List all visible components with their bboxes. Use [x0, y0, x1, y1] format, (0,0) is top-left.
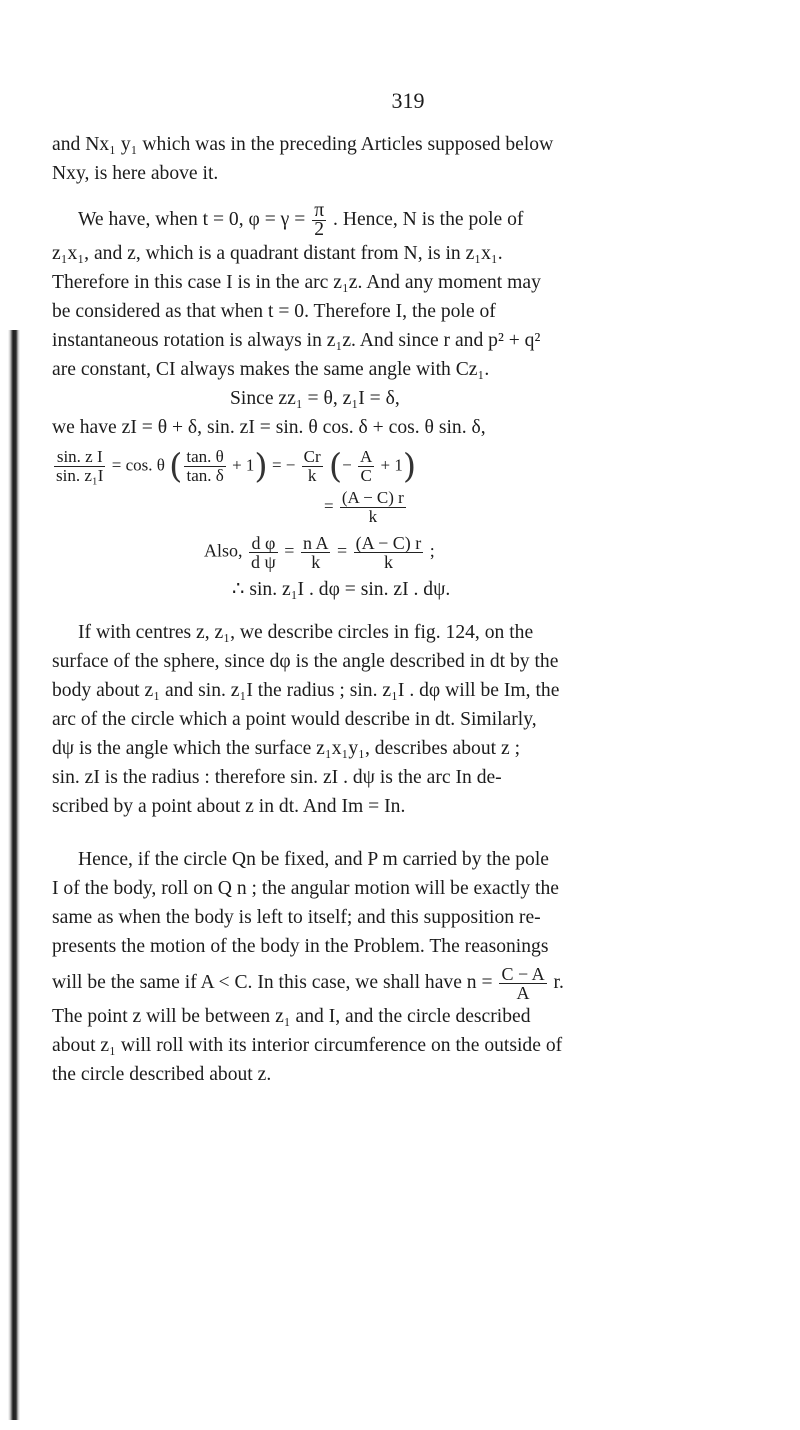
para2-line-1-a: We have, when t = 0, φ = γ =: [78, 209, 306, 230]
result-numerator: (A − C) r: [341, 488, 404, 507]
result-equals: =: [324, 496, 334, 516]
para4-line-5-a: will be the same if A < C. In this case, we shall have n =: [52, 972, 493, 993]
c-minus-a-fraction: [499, 965, 546, 1002]
dphi-numerator: d φ: [251, 533, 276, 553]
minus-sign: −: [342, 455, 352, 475]
para3-line-6: sin. zI is the radius : therefore sin. zI . dψ is the arc In de-: [52, 767, 502, 788]
para2-line-5: instantaneous rotation is always in z₁z. And since r and p² + q²: [52, 330, 541, 351]
c-minus-a-numerator: C − A: [501, 964, 545, 984]
semicolon: ;: [429, 540, 435, 561]
equals-cos-theta: = cos. θ: [111, 455, 165, 475]
equation-result: [52, 489, 764, 526]
cr-over-k-fraction: [302, 448, 323, 485]
therefore-line: ∴ sin. z₁I . dφ = sin. zI . dψ.: [232, 579, 451, 600]
cr-denominator: k: [302, 466, 323, 485]
para3-line-4: arc of the circle which a point would describe in dt. Similarly,: [52, 709, 537, 730]
para4-line-6: The point z will be between z₁ and I, and the circle described: [52, 1006, 531, 1027]
para2-line-2: z₁x₁, and z, which is a quadrant distant from N, is in z₁x₁.: [52, 243, 503, 264]
a-numerator: A: [359, 447, 373, 466]
binding-gutter-shadow: [0, 330, 20, 1420]
para4-line-4: presents the motion of the body in the Problem. The reasonings: [52, 936, 549, 957]
paragraph-2: [52, 202, 764, 384]
equals-minus: = −: [271, 455, 296, 475]
pi-numerator: π: [314, 200, 325, 221]
we-have-line: we have zI = θ + δ, sin. zI = sin. θ cos. δ + cos. θ sin. δ,: [52, 417, 486, 438]
na-over-k-fraction: [301, 534, 331, 571]
close-paren-2: ): [402, 446, 417, 487]
para2-line-4: be considered as that when t = 0. Therefore I, the pole of: [52, 301, 496, 322]
para1-line-2: Nxy, is here above it.: [52, 163, 219, 184]
also-equals-1: =: [284, 540, 295, 561]
para4-line-5: [52, 965, 764, 1002]
paragraph-4: [52, 845, 764, 1089]
plus-one-b: + 1: [380, 455, 403, 475]
para3-line-2: surface of the sphere, since dφ is the angle described in dt by the: [52, 651, 559, 672]
open-paren: (: [169, 446, 183, 487]
paragraph-3: [52, 618, 764, 821]
dphi-dpsi-fraction: [249, 534, 278, 571]
para4-line-3: same as when the body is left to itself; and this supposition re-: [52, 907, 541, 928]
ac-numerator: (A − C) r: [355, 533, 422, 553]
equation-sine-ratio: [52, 448, 764, 485]
result-fraction: [340, 489, 406, 526]
tan-ratio-numerator: tan. θ: [186, 447, 224, 466]
pi-denominator: 2: [312, 220, 326, 239]
para2-line-1-b: . Hence, N is the pole of: [333, 209, 524, 230]
page-number: 319: [391, 88, 425, 113]
c-denominator: C: [358, 466, 374, 485]
equation-also: [52, 534, 764, 571]
close-paren: ): [254, 446, 268, 487]
paragraph-1: [52, 130, 764, 188]
na-denominator: k: [301, 552, 331, 571]
also-equals-2: =: [336, 540, 348, 561]
ac-denominator: k: [354, 552, 424, 571]
also-label: Also,: [204, 540, 243, 561]
para4-line-8: the circle described about z.: [52, 1064, 272, 1085]
result-denominator: k: [340, 507, 406, 526]
page: [52, 0, 764, 1089]
sine-ratio-denominator: sin. z₁I: [56, 466, 104, 485]
para4-line-5-b: r.: [553, 972, 564, 993]
para2-line-6: are constant, CI always makes the same angle with Cz₁.: [52, 359, 490, 380]
open-paren-2: (: [328, 446, 343, 487]
na-numerator: n A: [302, 533, 329, 553]
para2-line-1: [52, 202, 764, 239]
plus-one: + 1: [232, 455, 255, 475]
dpsi-denominator: d ψ: [251, 552, 276, 572]
pi-over-two-fraction: [312, 202, 326, 239]
para4-line-7: about z₁ will roll with its interior circumference on the outside of: [52, 1035, 563, 1056]
sine-ratio-fraction: [54, 448, 105, 485]
ac-over-k-fraction: [354, 534, 424, 571]
a-over-c-fraction: [358, 448, 374, 485]
tan-ratio-fraction: [184, 448, 225, 485]
para3-line-3: body about z₁ and sin. z₁I the radius ; sin. z₁I . dφ will be Im, the: [52, 680, 560, 701]
tan-ratio-denominator: tan. δ: [184, 466, 225, 485]
para2-line-3: Therefore in this case I is in the arc z₁z. And any moment may: [52, 272, 541, 293]
c-minus-a-denominator: A: [499, 983, 546, 1002]
sine-ratio-numerator: sin. z I: [56, 447, 103, 466]
cr-numerator: Cr: [303, 447, 321, 466]
para3-line-5: dψ is the angle which the surface z₁x₁y₁, describes about z ;: [52, 738, 521, 759]
para3-line-7: scribed by a point about z in dt. And Im = In.: [52, 796, 406, 817]
para3-line-1: If with centres z, z₁, we describe circles in fig. 124, on the: [78, 622, 534, 643]
para1-line-1: and Nx₁ y₁ which was in the preceding Articles supposed below: [52, 134, 554, 155]
since-line: Since zz₁ = θ, z₁I = δ,: [230, 388, 400, 409]
para4-line-1: Hence, if the circle Qn be fixed, and P m carried by the pole: [78, 849, 549, 870]
para4-line-2: I of the body, roll on Q n ; the angular motion will be exactly the: [52, 878, 559, 899]
